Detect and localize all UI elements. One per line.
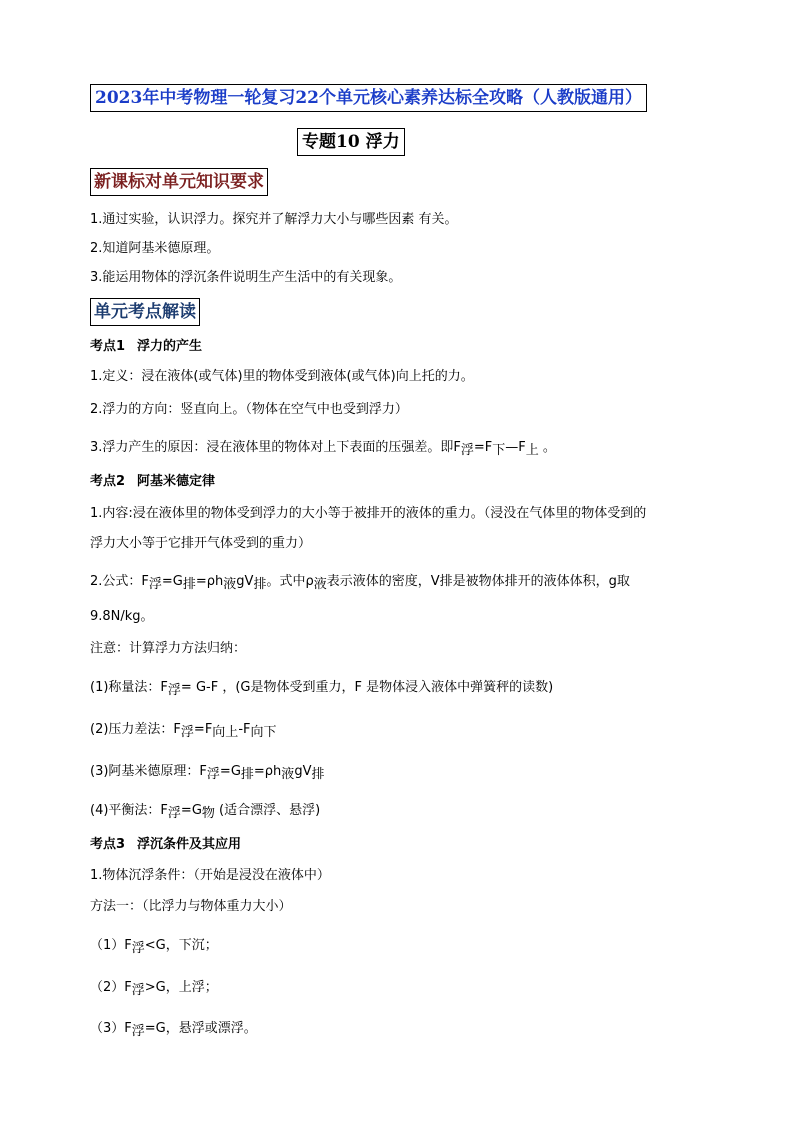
kp2-content-line-2: 浮力大小等于它排开气体受到的重力） xyxy=(90,536,312,551)
kp1-heading xyxy=(90,338,202,356)
subscript: 浮 xyxy=(148,577,162,592)
text: =G xyxy=(161,574,183,589)
method-weighing xyxy=(90,679,553,697)
text: (2)压力差法：F xyxy=(90,722,181,737)
kp1-cause xyxy=(90,439,556,457)
method-pressure-difference xyxy=(90,721,277,739)
subscript: 浮 xyxy=(167,683,181,698)
method-archimedes xyxy=(90,763,324,781)
kp2-content-line-1: 1.内容:浸在液体里的物体受到浮力的大小等于被排开的液体的重力。（浸没在气体里的物体受到的 xyxy=(90,506,647,521)
text: <G，下沉； xyxy=(144,938,218,953)
text: =F xyxy=(473,440,493,455)
text: —F xyxy=(505,440,526,455)
subscript: 下 xyxy=(492,443,506,458)
subscript: 浮 xyxy=(131,1024,145,1039)
text: (适合漂浮、悬浮) xyxy=(214,803,321,818)
subscript: 浮 xyxy=(131,941,145,956)
kp2-label: 考点2 xyxy=(90,474,126,489)
subscript: 排 xyxy=(182,577,196,592)
text: =F xyxy=(193,722,213,737)
subscript: 排 xyxy=(311,767,325,782)
condition-sink xyxy=(90,937,218,955)
text: =ρh xyxy=(195,574,224,589)
text: gV xyxy=(294,764,312,779)
text: (4)平衡法：F xyxy=(90,803,168,818)
requirement-item-1: 1.通过实验，认识浮力。探究并了解浮力大小与哪些因素 有关。 xyxy=(90,212,458,227)
text: =G xyxy=(180,803,202,818)
subscript: 排 xyxy=(253,577,267,592)
kp2-note: 注意：计算浮力方法归纳： xyxy=(90,641,247,656)
kp3-heading xyxy=(90,836,241,854)
subscript: 浮 xyxy=(131,983,145,998)
kp2-heading xyxy=(90,473,215,491)
subscript: 向下 xyxy=(250,725,277,740)
subscript: 液 xyxy=(281,767,295,782)
subscript: 液 xyxy=(223,577,237,592)
subscript: 上 xyxy=(525,443,539,458)
subscript: 浮 xyxy=(167,806,181,821)
method-balance xyxy=(90,802,320,820)
text: 2.公式：F xyxy=(90,574,149,589)
kp1-title: 浮力的产生 xyxy=(137,339,203,354)
text: 。式中ρ xyxy=(266,574,314,589)
document-title: 2023年中考物理一轮复习22个单元核心素养达标全攻略（人教版通用） xyxy=(90,84,647,112)
subscript: 浮 xyxy=(180,725,194,740)
text: 表示液体的密度，V排是被物体排开的液体体积，g取 xyxy=(326,574,630,589)
text: （3）F xyxy=(90,1021,132,1036)
text: (1)称量法：F xyxy=(90,680,168,695)
text: 。 xyxy=(538,440,556,455)
subscript: 排 xyxy=(240,767,254,782)
topic-title: 专题10 浮力 xyxy=(297,128,405,156)
subscript: 物 xyxy=(201,806,215,821)
kp1-label: 考点1 xyxy=(90,339,126,354)
section-heading-analysis: 单元考点解读 xyxy=(90,298,200,326)
text: (3)阿基米德原理：F xyxy=(90,764,207,779)
text: 3.浮力产生的原因：浸在液体里的物体对上下表面的压强差。即F xyxy=(90,440,461,455)
text: =G，悬浮或漂浮。 xyxy=(144,1021,257,1036)
text: （1）F xyxy=(90,938,132,953)
condition-float xyxy=(90,1020,257,1038)
text: =G xyxy=(219,764,241,779)
kp2-title: 阿基米德定律 xyxy=(137,474,216,489)
subscript: 液 xyxy=(313,577,327,592)
kp1-direction: 2.浮力的方向：竖直向上。（物体在空气中也受到浮力） xyxy=(90,402,408,417)
text: = G-F ，(G是物体受到重力，F 是物体浸入液体中弹簧秤的读数) xyxy=(180,680,554,695)
subscript: 浮 xyxy=(206,767,220,782)
kp2-formula-line-2: 9.8N/kg。 xyxy=(90,609,154,624)
text: -F xyxy=(238,722,251,737)
kp3-title: 浮沉条件及其应用 xyxy=(137,837,242,852)
kp3-method-one: 方法一：（比浮力与物体重力大小） xyxy=(90,899,292,914)
subscript: 浮 xyxy=(460,443,474,458)
text: gV xyxy=(236,574,254,589)
text: =ρh xyxy=(253,764,282,779)
condition-rise xyxy=(90,979,218,997)
text: （2）F xyxy=(90,980,132,995)
kp1-definition: 1.定义：浸在液体(或气体)里的物体受到液体(或气体)向上托的力。 xyxy=(90,369,474,384)
section-heading-requirements: 新课标对单元知识要求 xyxy=(90,168,268,196)
kp3-label: 考点3 xyxy=(90,837,126,852)
kp2-formula-line xyxy=(90,573,630,591)
subscript: 向上 xyxy=(212,725,239,740)
kp3-condition-intro: 1.物体沉浮条件：（开始是浸没在液体中） xyxy=(90,868,330,883)
requirement-item-3: 3.能运用物体的浮沉条件说明生产生活中的有关现象。 xyxy=(90,270,402,285)
text: >G，上浮； xyxy=(144,980,218,995)
requirement-item-2: 2.知道阿基米德原理。 xyxy=(90,241,220,256)
